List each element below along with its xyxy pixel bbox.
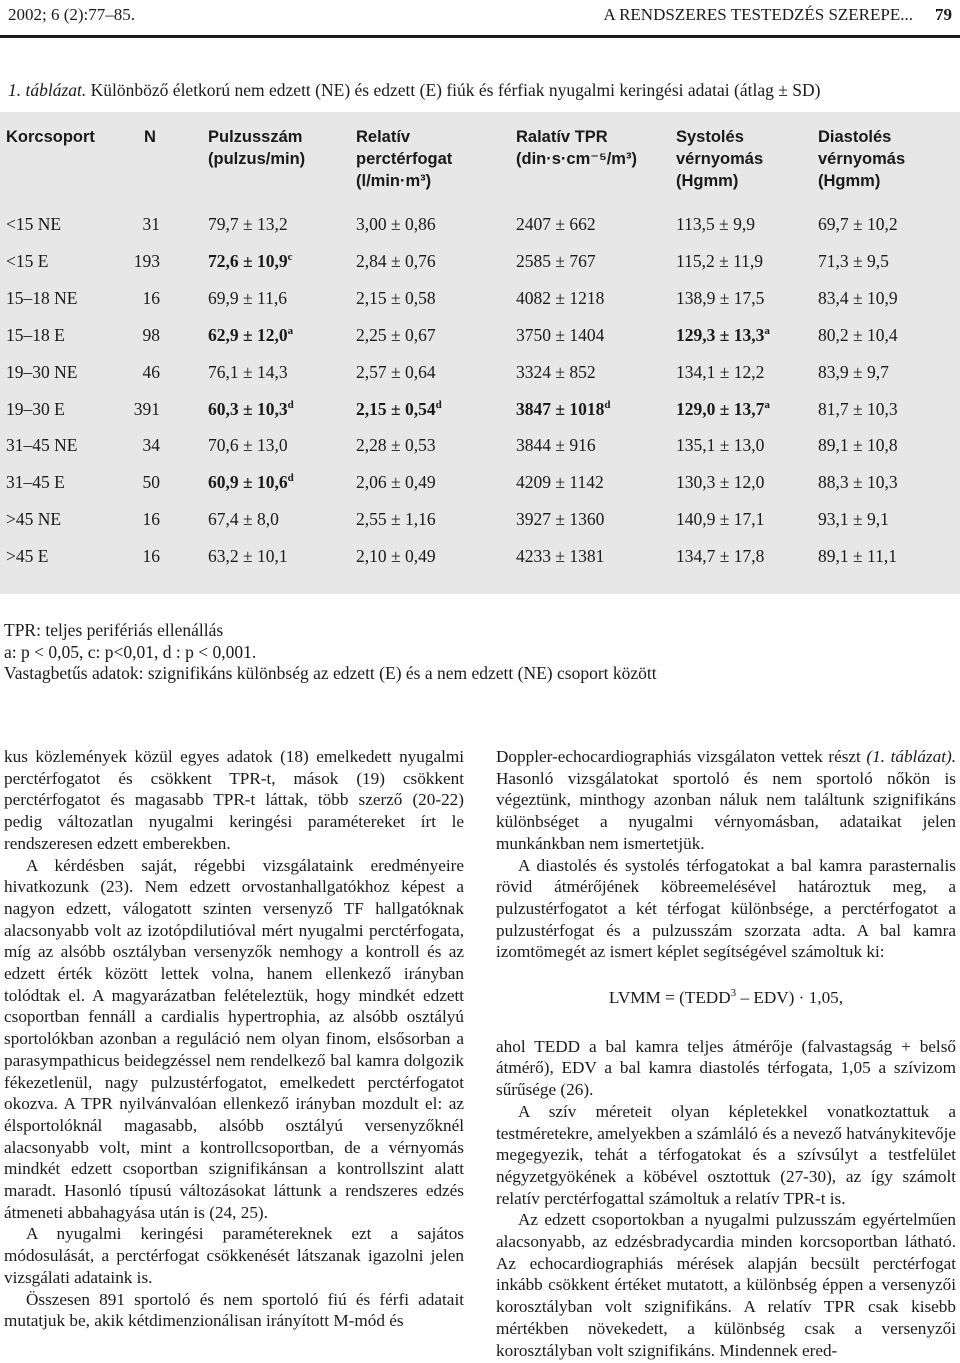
table-cell: 16 (142, 287, 160, 308)
page-number: 79 (935, 5, 952, 24)
significance-marker: a (764, 324, 770, 337)
paragraph: A diastolés és systolés térfogatokat a bal kamra parasternalis rövid átmérőjének köbreemelésével határoztuk meg, a pulzustérfogatot a két térfogat különbsége, a perctérfogatot a pulzustérfogat és a pulzusszám szorzata adta. A bal kamra izomtömegét az ismert képlet segítségével számoltuk ki: (496, 855, 956, 962)
column-header: Pulzusszám (208, 128, 303, 146)
column-header: Ralatív TPR (516, 128, 608, 146)
table-cell: 2,06 ± 0,49 (356, 472, 436, 493)
paragraph: Az edzett csoportokban a nyugalmi pulzusszám egyértelműen alacsonyabb, az edzésbradycardia minden korcsoportban látható. Az echocardiographiás mérések alapján becsült perctérfogat inkább csökkent értéket mutatott, a különbség éppen a versenyzői korosztályban volt szignifikáns. A relatív TPR csak kisebb mértékben növekedett, a különbség csak a versenyzői korosztályban volt szignifikáns. Mindennek ered- (496, 1210, 956, 1360)
column-header: Korcsoport (6, 128, 95, 146)
column-header: vérnyomás (818, 150, 906, 168)
table-cell: 2,10 ± 0,49 (356, 546, 436, 567)
table-cell: 98 (142, 324, 160, 345)
table-cell: 134,1 ± 12,2 (676, 361, 765, 382)
table-cell: 60,9 ± 10,6$^d$ (208, 472, 294, 493)
table-cell: 135,1 ± 13,0 (676, 435, 765, 456)
table-cell: 31 (142, 214, 160, 234)
lvmm-formula (496, 987, 956, 1009)
table-cell: 16 (142, 546, 160, 567)
table-notes (4, 620, 954, 685)
body-column-right (496, 746, 956, 1361)
row-label: <15 E (6, 250, 49, 271)
table-cell: 3,00 ± 0,86 (356, 214, 436, 234)
row-label: <15 NE (6, 214, 62, 234)
column-header: Diastolés (818, 128, 892, 146)
table-cell: 2585 ± 767 (516, 250, 596, 271)
table-cell: 69,9 ± 11,6 (208, 287, 287, 308)
formula-exponent: 3 (730, 987, 737, 1000)
table-cell: 113,5 ± 9,9 (676, 214, 755, 234)
text-run: Hasonló vizsgálatokat sportoló és nem sportoló nőkön is végeztünk, minthogy azonban náluk nem találtunk szignifikáns különbséget a nyugalmi vérnyomásban, adataikat jelen munkánkban nem ismertetjük. (496, 768, 956, 853)
table-cell: 4209 ± 1142 (516, 472, 604, 493)
table-cell: 2,55 ± 1,16 (356, 509, 436, 530)
table-cell: 3927 ± 1360 (516, 509, 605, 530)
table-cell: 89,1 ± 11,1 (818, 546, 897, 567)
table-cell: 2,57 ± 0,64 (356, 361, 436, 382)
paragraph: kus közlemények közül egyes adatok (18) emelkedett nyugalmi perctérfogatot és csökkent TPR-t, mások (19) csökkent perctérfogatot és magasabb TPR-t láttak, több szerző (20-22) pedig változatlan nyugalmi keringési paramétereket írt le rendszeresen edzett emberekben. (4, 747, 464, 853)
column-header: (pulzus/min) (208, 150, 306, 168)
column-header: (l/min·m³) (356, 172, 432, 190)
formula-part: LVMM = (TEDD (608, 988, 731, 1008)
paragraph: Összesen 891 sportoló és nem sportoló fiú és férfi adatait mutatjuk be, akik kétdimenzionálisan irányított M-mód és (4, 1289, 464, 1331)
significance-marker: d (435, 398, 442, 411)
column-header: N (144, 128, 156, 146)
table-cell: 138,9 ± 17,5 (676, 287, 765, 308)
significance-marker: d (604, 398, 611, 411)
table-cell: 2,25 ± 0,67 (356, 324, 436, 345)
running-title-group (604, 4, 953, 26)
column-header: Systolés (676, 128, 744, 146)
row-label: 15–18 NE (6, 287, 78, 308)
table-cell: 70,6 ± 13,0 (208, 435, 288, 456)
table-cell: 60,3 ± 10,3$^d$ (208, 398, 294, 419)
table-cell: 2,28 ± 0,53 (356, 435, 436, 456)
significance-marker: d (287, 472, 294, 485)
table-cell: 115,2 ± 11,9 (676, 250, 764, 271)
table-cell: 83,9 ± 9,7 (818, 361, 889, 382)
table-cell: 140,9 ± 17,1 (676, 509, 765, 530)
text-run: Doppler-echocardiographiás vizsgálaton vettek részt (496, 747, 867, 766)
table-caption-label: 1. táblázat. (8, 80, 87, 100)
table-cell: 391 (133, 398, 160, 419)
significance-marker: a (764, 398, 770, 411)
table-cell: 79,7 ± 13,2 (208, 214, 288, 234)
table-cell: 2407 ± 662 (516, 214, 596, 234)
table-cell: 129,3 ± 13,3$^a$ (676, 324, 770, 345)
table-cell: 2,84 ± 0,76 (356, 250, 436, 271)
row-label: >45 NE (6, 509, 62, 530)
table-cell: 62,9 ± 12,0$^a$ (208, 324, 294, 345)
row-label: 31–45 E (6, 472, 65, 493)
paragraph: ahol TEDD a bal kamra teljes átmérője (falvastagság + belső átmérő), EDV a bal kamra diastolés térfogata, 1,05 a szívizom sűrűsége (26). (496, 1036, 956, 1100)
column-header: perctérfogat (356, 150, 453, 168)
table-cell: 2,15 ± 0,58 (356, 287, 436, 308)
row-label: 31–45 NE (6, 435, 78, 456)
row-label: 19–30 E (6, 398, 65, 419)
table-cell: 129,0 ± 13,7$^a$ (676, 398, 770, 419)
table-cell: 3324 ± 852 (516, 361, 596, 382)
table-cell: 34 (142, 435, 160, 456)
table-cell: 80,2 ± 10,4 (818, 324, 898, 345)
note-tpr: TPR: teljes perifériás ellenállás (4, 620, 224, 640)
table-cell: 4082 ± 1218 (516, 287, 605, 308)
row-label: 19–30 NE (6, 361, 78, 382)
table-cell: 72,6 ± 10,9$^c$ (208, 250, 293, 271)
significance-marker: c (287, 250, 293, 263)
table-cell: 63,2 ± 10,1 (208, 546, 288, 567)
paragraph (496, 746, 956, 855)
table-cell: $3847 \pm 1018^d$ (516, 398, 611, 419)
table-cell: 50 (142, 472, 160, 493)
table-cell: 3844 ± 916 (516, 435, 596, 456)
table-cell: 88,3 ± 10,3 (818, 472, 898, 493)
significance-marker: d (287, 398, 294, 411)
table-cell: 69,7 ± 10,2 (818, 214, 898, 234)
paragraph: A nyugalmi keringési paramétereknek ezt a sajátos módosulását, a perctérfogat csökkenését látszanak igazolni jelen vizsgálati adataink is. (4, 1224, 464, 1287)
column-header: vérnyomás (676, 150, 764, 168)
table-cell: 130,3 ± 12,0 (676, 472, 765, 493)
table-cell: 67,4 ± 8,0 (208, 509, 279, 530)
table-cell: 46 (142, 361, 160, 382)
table-cell: 3750 ± 1404 (516, 324, 605, 345)
running-header (8, 4, 952, 26)
data-table (0, 112, 960, 594)
paragraph: A szív méreteit olyan képletekkel vonatkoztattuk a testméretekre, amelyekben a számláló és a nevező hatványkitevője megegyezik, tehát a térfogatokat és a szívsúlyt a testfelület négyzetgyökének a köbével osztottuk (27-30), az így számolt relatív perctérfogattal számoltuk a relatív TPR-t is. (496, 1101, 956, 1208)
table-cell: 83,4 ± 10,9 (818, 287, 898, 308)
running-title: A RENDSZERES TESTEDZÉS SZEREPE... (603, 5, 913, 24)
table-cell: 4233 ± 1381 (516, 546, 605, 567)
body-column-left (4, 746, 464, 1332)
row-label: >45 E (6, 546, 49, 567)
journal-citation: 2002; 6 (2):77–85. (8, 5, 136, 24)
formula-part: – EDV) · 1,05, (736, 988, 844, 1008)
row-label: 15–18 E (6, 324, 65, 345)
paragraph: A kérdésben saját, régebbi vizsgálataink eredményeire hivatkozunk (23). Nem edzett orvostanhallgatókhoz képest a nagyon edzett, válogatott szinten versenyző TF hallgatóknak alacsonyabb volt az izotópdilutióval mért nyugalmi perctérfogata, míg az alsóbb osztályban versenyzők nemhogy a kontroll és az edzett érték között lettek volna, hanem ellenkező irányban tolódtak el. A magyarázatban felételeztük, hogy mindkét edzett csoportban fennáll a cardialis hypertrophia, az alsóbb osztályú sportolókban azonban a reguláció nem olyan finom, elsősorban a parasympathicus beidegzéssel nem rendelkező bal kamra dolgozik fékezetlenül, nagy pulzustérfogatot, emelkedett perctérfogatot okozva. A TPR nyilvánvalóan ellenkező irányban mozdult el: az élsportolóknál magasabb, alsóbb osztályú versenyzőknél alacsonyabb volt, mint a kontrollcsoportban, de a vérnyomás mindkét edzett csoportban szignifikánsan a kontrollszint alatt maradt. Hasonló típusú változásokat láttunk a rendszeres edzés átmeneti abbahagyása után is (24, 25). (4, 855, 464, 1222)
column-header: (Hgmm) (676, 172, 739, 190)
table-caption (8, 79, 952, 101)
table-cell: 81,7 ± 10,3 (818, 398, 898, 419)
column-header: (Hgmm) (818, 172, 881, 190)
table-cell: 76,1 ± 14,3 (208, 361, 288, 382)
table-cell: 193 (133, 250, 160, 271)
table-caption-text: Különböző életkorú nem edzett (NE) és edzett (E) fiúk és férfiak nyugalmi keringési adatai (átlag ± SD) (90, 80, 821, 100)
significance-marker: a (287, 324, 294, 337)
table-cell: 16 (142, 509, 160, 530)
column-header: (din·s·cm⁻⁵/m³) (516, 150, 637, 168)
column-header: Relatív (356, 128, 411, 146)
table-cell: 134,7 ± 17,8 (676, 546, 765, 567)
table-reference: (1. táblázat). (866, 747, 957, 766)
table-cell: 2,15 ± 0,54$^d$ (356, 398, 442, 419)
header-rule (0, 35, 960, 38)
table-cell: 71,3 ± 9,5 (818, 250, 889, 271)
note-significance: a: p < 0,05, c: p<0,01, d : p < 0,001. (4, 641, 257, 662)
note-bold: Vastagbetűs adatok: szignifikáns különbség az edzett (E) és a nem edzett (NE) csoport között (4, 663, 657, 683)
table-cell: 89,1 ± 10,8 (818, 435, 898, 456)
table-cell: 93,1 ± 9,1 (818, 509, 889, 530)
